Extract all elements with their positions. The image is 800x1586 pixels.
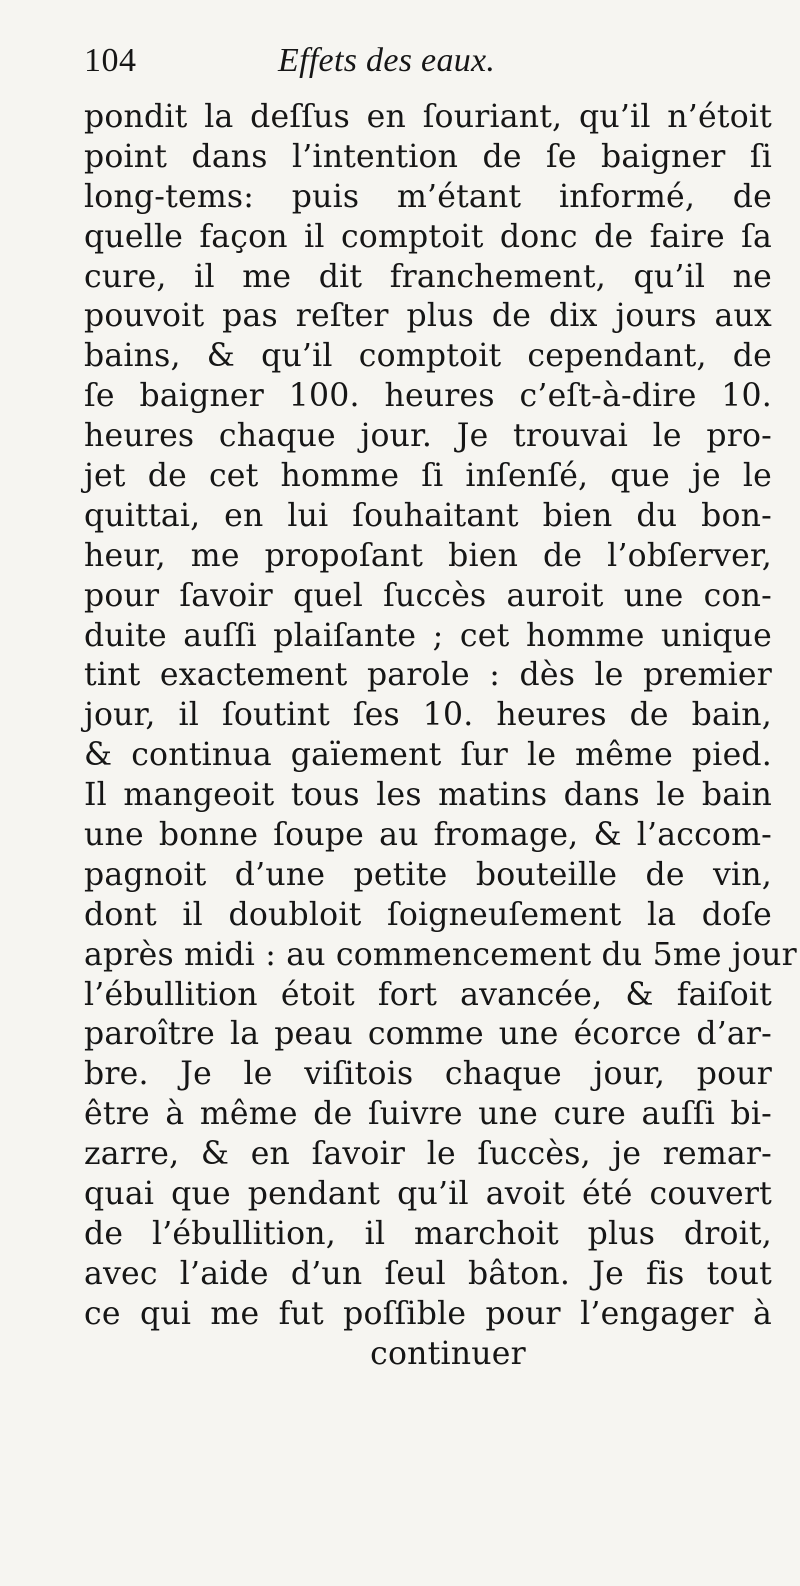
catchword: continuer [370,1335,526,1372]
text-line: pour ſavoir quel ſuccès auroit une con- [84,577,772,614]
text-line: tint exactement parole : dès le premier [84,657,772,694]
text-line: quittai, en lui ſouhaitant bien du bon- [84,497,772,534]
text-line: bains, & qu’il comptoit cependant, de [84,338,772,375]
text-line: quelle façon il comptoit donc de faire ſa [84,218,772,255]
text-line: une bonne ſoupe au fromage, & l’accom- [84,817,772,854]
text-line: point dans l’intention de ſe baigner ſi [84,138,772,175]
text-line: jour, il ſoutint ſes 10. heures de bain, [84,697,772,734]
text-line: paroître la peau comme une écorce d’ar- [84,1016,772,1053]
text-line: ce qui me fut poſſible pour l’engager à [84,1295,772,1332]
running-head [84,42,744,90]
text-line: & continua gaïement ſur le même pied. [84,737,772,774]
text-line: jet de cet homme ſi inſenſé, que je le [84,458,772,495]
text-line: heures chaque jour. Je trouvai le pro- [84,418,772,455]
text-line: dont il doubloit ſoigneuſement la doſe [84,896,772,933]
page-number: 104 [84,42,137,79]
text-line: après midi : au commencement du 5me jour [84,936,797,973]
text-line: l’ébullition étoit fort avancée, & faiſoit [84,976,772,1013]
body-text [84,98,797,1375]
text-line: pagnoit d’une petite bouteille de vin, [84,856,772,893]
text-line: pondit la deſſus en ſouriant, qu’il n’étoit [84,99,772,135]
text-line: zarre, & en ſavoir le ſuccès, je remar- [84,1136,772,1173]
text-line: duite auſſi plaiſante ; cet homme unique [84,617,772,654]
text-line: cure, il me dit franchement, qu’il ne [84,258,772,295]
text-line: long-tems: puis m’étant informé, de [84,178,772,215]
text-line: heur, me propoſant bien de l’obſerver, [84,537,772,574]
text-line: ſe baigner 100. heures c’eſt-à-dire 10. [84,378,772,415]
text-line: Il mangeoit tous les matins dans le bain [84,777,772,814]
text-line: pouvoit pas reſter plus de dix jours aux [84,298,772,335]
text-line: bre. Je le viſitois chaque jour, pour [84,1056,772,1093]
text-line: avec l’aide d’un ſeul bâton. Je fis tout [84,1255,772,1292]
text-line: quai que pendant qu’il avoit été couvert [84,1176,772,1213]
text-line: de l’ébullition, il marchoit plus droit, [84,1215,772,1252]
text-line: être à même de ſuivre une cure auſſi bi- [84,1096,772,1133]
running-title: Effets des eaux. [278,42,496,79]
